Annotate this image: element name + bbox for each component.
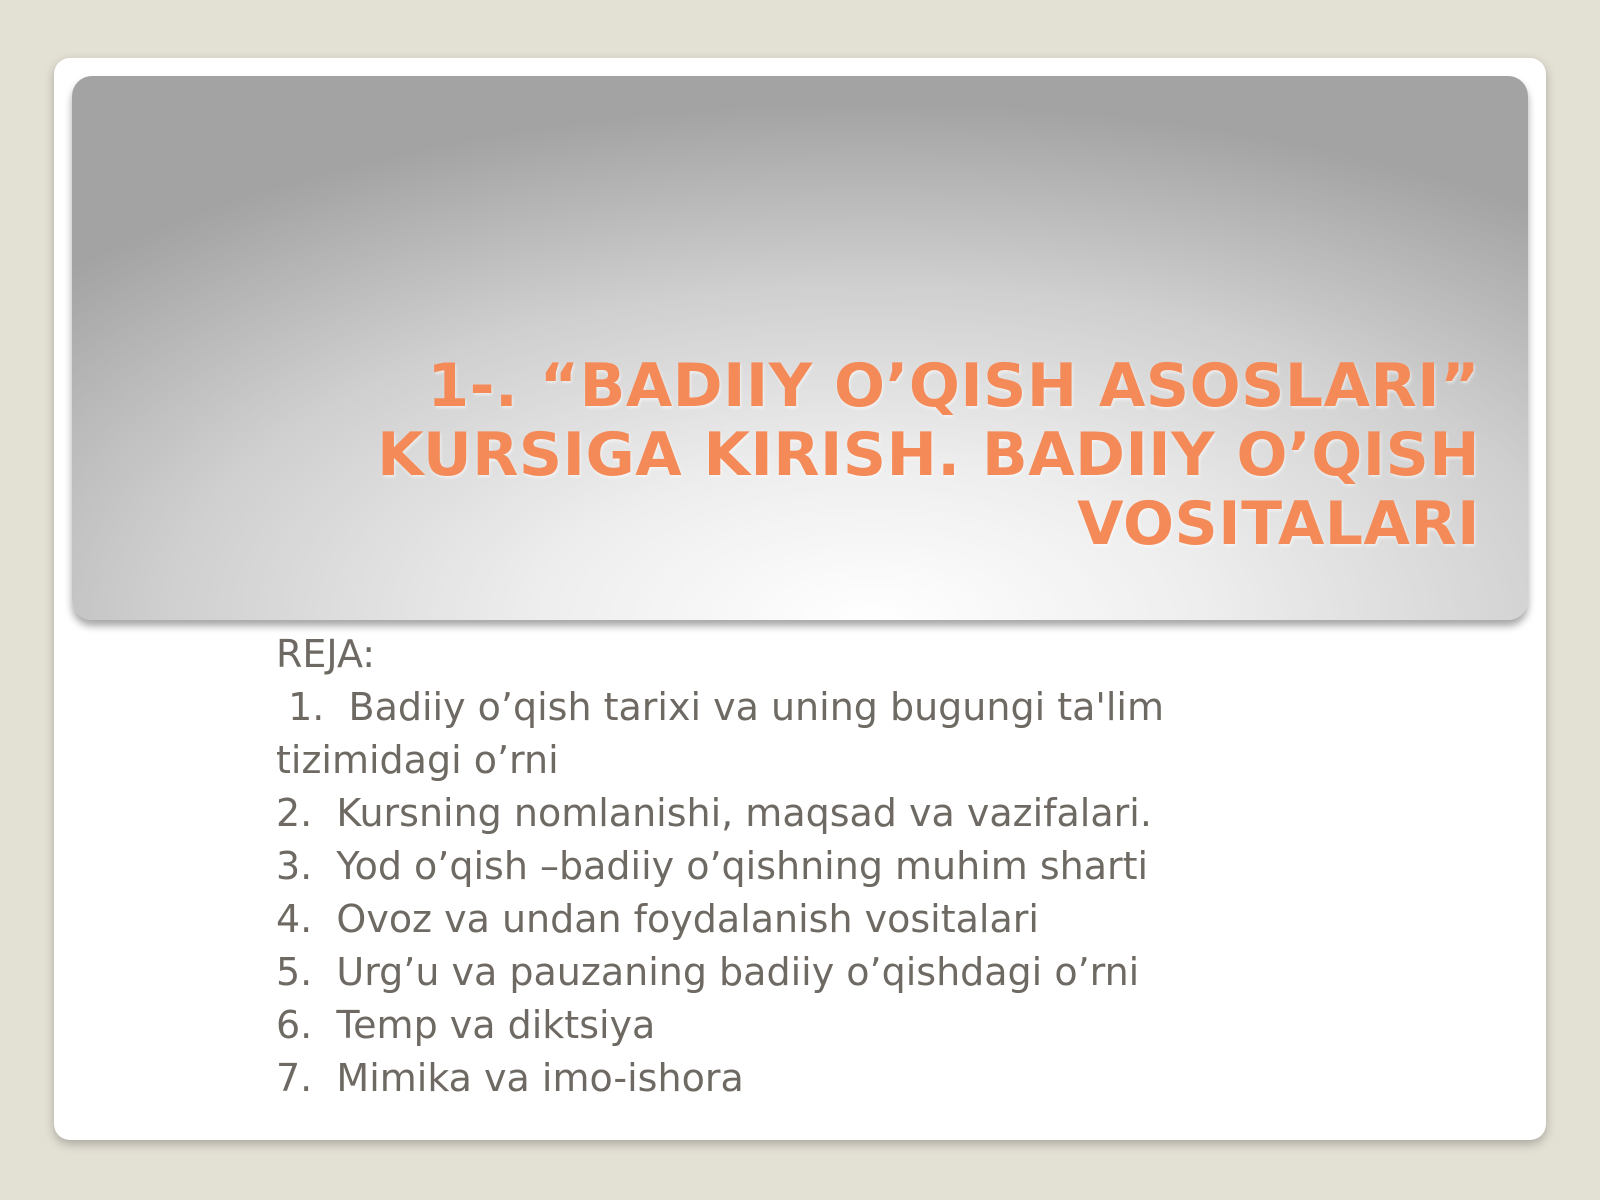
plan-heading: REJA: bbox=[276, 632, 376, 676]
slide-title bbox=[280, 352, 1480, 559]
plan-item: 7. Mimika va imo-ishora bbox=[276, 1056, 744, 1100]
title-line: KURSIGA KIRISH. BADIIY O’QISH bbox=[377, 420, 1480, 490]
plan-item: 5. Urg’u va pauzaning badiiy o’qishdagi o’rni bbox=[276, 950, 1140, 994]
plan-item: 2. Kursning nomlanishi, maqsad va vazifalari. bbox=[276, 791, 1152, 835]
title-banner bbox=[72, 76, 1528, 620]
plan-item: tizimidagi o’rni bbox=[276, 738, 559, 782]
plan-item: 4. Ovoz va undan foydalanish vositalari bbox=[276, 897, 1039, 941]
title-line: VOSITALARI bbox=[1077, 489, 1480, 559]
plan-item: 3. Yod o’qish –badiiy o’qishning muhim sharti bbox=[276, 844, 1149, 888]
title-line: 1-. “BADIIY O’QISH ASOSLARI” bbox=[427, 351, 1480, 421]
plan-item: 6. Temp va diktsiya bbox=[276, 1003, 656, 1047]
slide bbox=[54, 58, 1546, 1140]
plan-list bbox=[276, 628, 1376, 1105]
plan-item: 1. Badiiy o’qish tarixi va uning bugungi ta'lim bbox=[276, 685, 1164, 729]
